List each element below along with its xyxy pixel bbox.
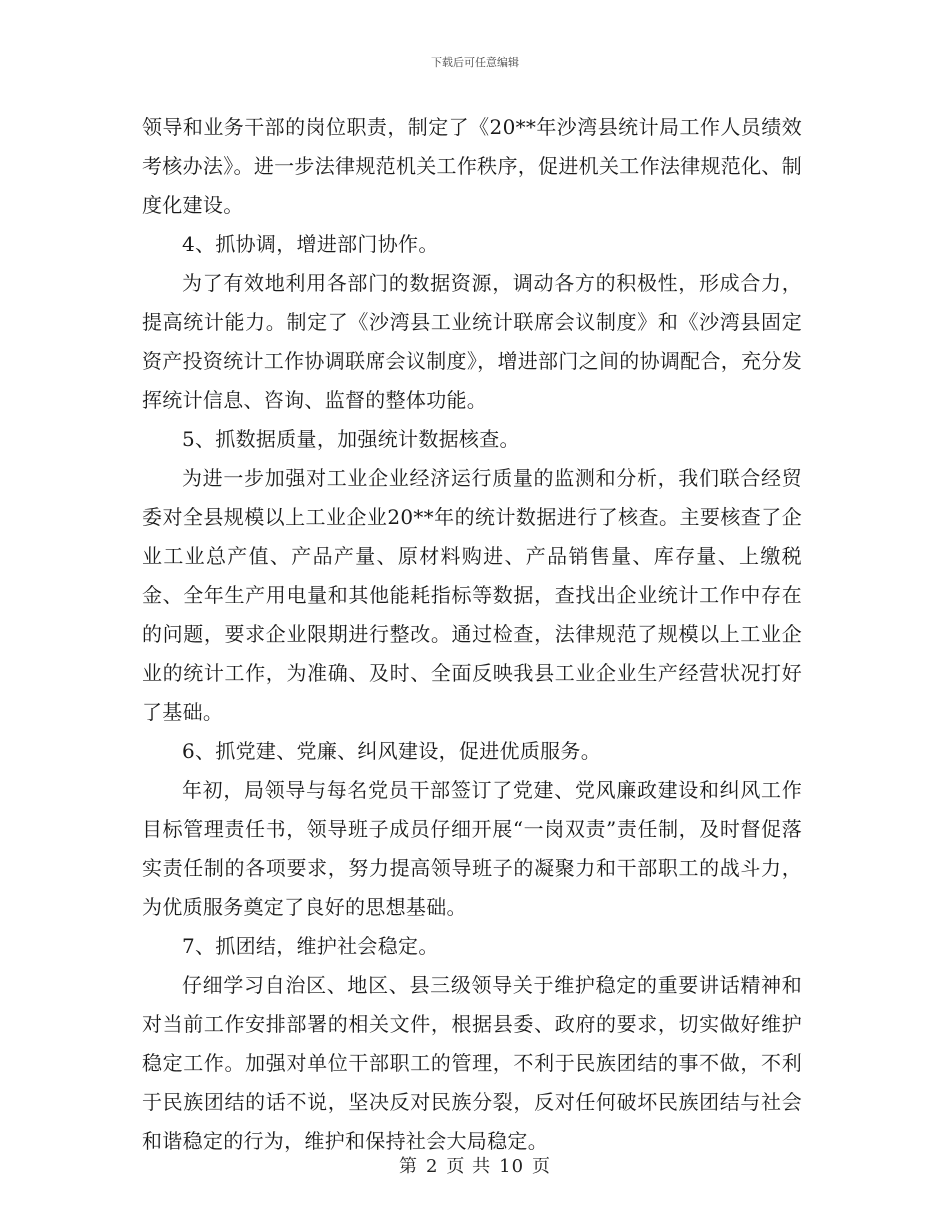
paragraph: 仔细学习自治区、地区、县三级领导关于维护稳定的重要讲话精神和对当前工作安排部署的相关文件，根据县委、政府的要求，切实做好维护稳定工作。加强对单位干部职工的管理，不利于民族团结的事不做，不利于民族团结的话不说，坚决反对民族分裂，反对任何破坏民族团结与社会和谐稳定的行为，维护和保持社会大局稳定。: [142, 973, 802, 1153]
section-heading: 5、抓数据质量，加强统计数据核查。: [182, 427, 520, 451]
total-page-count: 10: [499, 1156, 525, 1177]
paragraph: 领导和业务干部的岗位职责，制定了《20**年沙湾县统计局工作人员绩效考核办法》。进一步法律规范机关工作秩序，促进机关工作法律规范化、制度化建设。: [142, 115, 802, 217]
footer-middle: 页 共: [446, 1156, 492, 1177]
section-heading: 6、抓党建、党廉、纠风建设，促进优质服务。: [182, 739, 602, 763]
paragraph: 为了有效地利用各部门的数据资源，调动各方的积极性，形成合力，提高统计能力。制定了《沙湾县工业统计联席会议制度》和《沙湾县固定资产投资统计工作协调联席会议制度》，增进部门之间的协调配合，充分发挥统计信息、咨询、监督的整体功能。: [142, 271, 802, 412]
section-heading: 7、抓团结，维护社会稳定。: [182, 934, 439, 958]
footer-suffix: 页: [532, 1156, 552, 1177]
current-page-number: 2: [425, 1156, 439, 1177]
footer-prefix: 第: [398, 1156, 418, 1177]
section-heading: 4、抓协调，增进部门协作。: [182, 232, 439, 256]
page-footer: [0, 1152, 950, 1178]
document-body: [142, 108, 802, 1161]
paragraph: 年初，局领导与每名党员干部签订了党建、党风廉政建设和纠风工作目标管理责任书，领导班子成员仔细开展“一岗双责”责任制，及时督促落实责任制的各项要求，努力提高领导班子的凝聚力和干部职工的战斗力，为优质服务奠定了良好的思想基础。: [142, 778, 802, 919]
page-header: 下载后可任意编辑: [431, 56, 519, 69]
paragraph: 为进一步加强对工业企业经济运行质量的监测和分析，我们联合经贸委对全县规模以上工业企业20**年的统计数据进行了核查。主要核查了企业工业总产值、产品产量、原材料购进、产品销售量、库存量、上缴税金、全年生产用电量和其他能耗指标等数据，查找出企业统计工作中存在的问题，要求企业限期进行整改。通过检查，法律规范了规模以上工业企业的统计工作，为准确、及时、全面反映我县工业企业生产经营状况打好了基础。: [142, 466, 802, 724]
